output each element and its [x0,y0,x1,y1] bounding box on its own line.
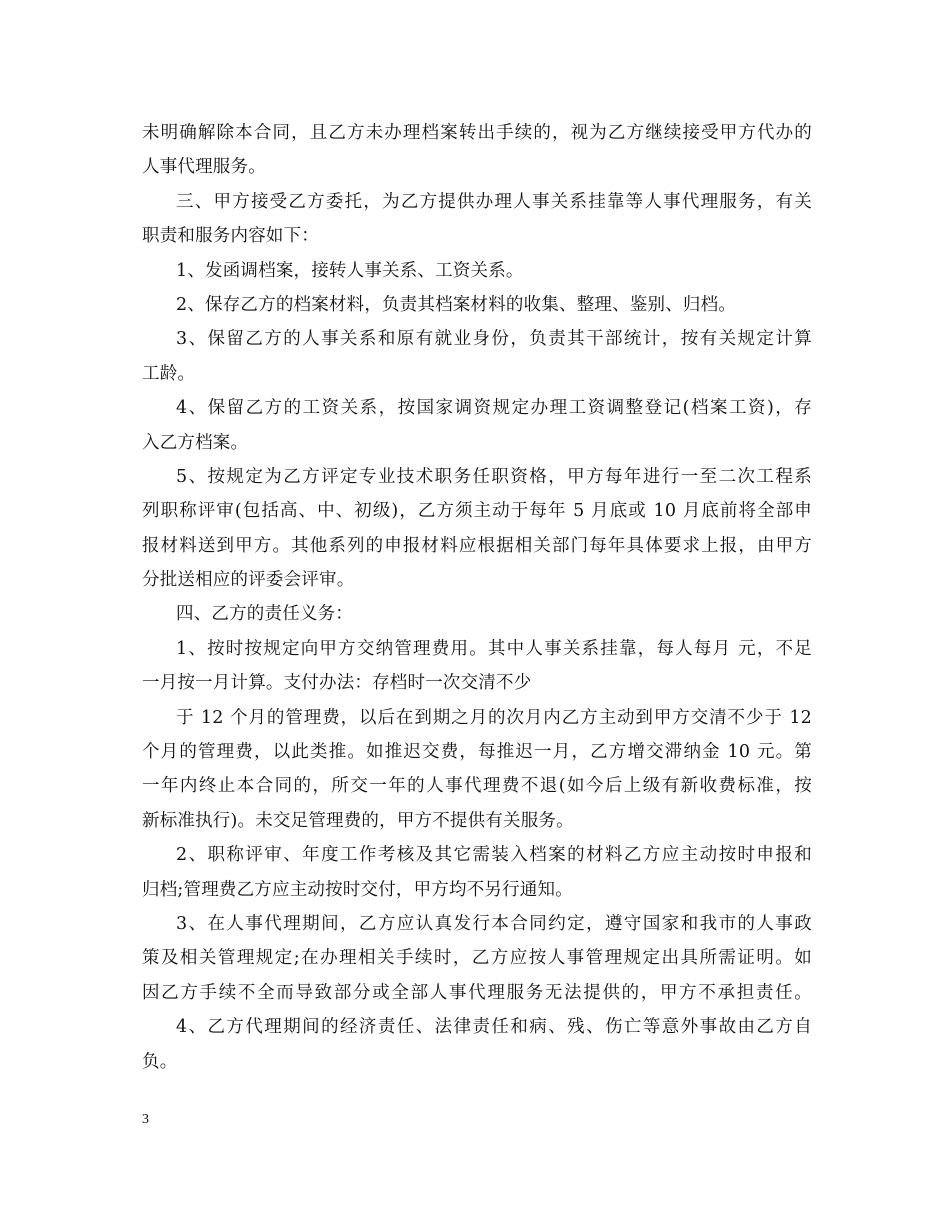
text-line: 4、乙方代理期间的经济责任、法律责任和病、残、伤亡等意外事故由乙方自 [176,1017,812,1038]
text-line: 新标准执行)。未交足管理费的，甲方不提供有关服务。 [142,810,574,831]
text-line: 三、甲方接受乙方委托，为乙方提供办理人事关系挂靠等人事代理服务，有关 [176,191,812,212]
text-line: 人事代理服务。 [142,157,266,178]
text-line: 分批送相应的评委会评审。 [142,570,355,591]
text-line: 工龄。 [142,363,196,384]
text-line: 3、在人事代理期间，乙方应认真发行本合同约定，遵守国家和我市的人事政 [176,913,812,934]
text-line: 4、保留乙方的工资关系，按国家调资规定办理工资调整登记(档案工资)，存 [176,398,812,419]
text-line: 职责和服务内容如下： [142,226,319,247]
text-line: 报材料送到甲方。其他系列的申报材料应根据相关部门每年具体要求上报，由甲方 [142,535,812,556]
text-line: 个月的管理费，以此类推。如推迟交费，每推迟一月，乙方增交滞纳金 10 元。第 [142,742,812,763]
text-line: 策及相关管理规定;在办理相关手续时，乙方应按人事管理规定出具所需证明。如 [142,948,812,969]
text-line: 3、保留乙方的人事关系和原有就业身份，负责其干部统计，按有关规定计算 [176,329,812,350]
page-number: 3 [142,1112,149,1127]
text-line: 5、按规定为乙方评定专业技术职务任职资格，甲方每年进行一至二次工程系 [176,466,812,487]
text-line: 归档;管理费乙方应主动按时交付，甲方均不另行通知。 [142,879,573,900]
text-line: 于 12 个月的管理费，以后在到期之月的次月内乙方主动到甲方交清不少于 12 [176,707,812,728]
text-line: 2、职称评审、年度工作考核及其它需装入档案的材料乙方应主动按时申报和 [176,845,812,866]
text-line: 负。 [142,1051,178,1072]
text-line: 2、保存乙方的档案材料，负责其档案材料的收集、整理、鉴别、归档。 [176,294,737,315]
text-line: 未明确解除本合同，且乙方未办理档案转出手续的，视为乙方继续接受甲方代办的 [142,123,812,143]
text-line: 1、发函调档案，接转人事关系、工资关系。 [176,260,524,281]
text-line: 因乙方手续不全而导致部分或全部人事代理服务无法提供的，甲方不承担责任。 [142,982,812,1003]
text-line: 1、按时按规定向甲方交纳管理费用。其中人事关系挂靠，每人每月 元，不足 [176,638,812,659]
document-body [142,116,812,1079]
text-line: 列职称评审(包括高、中、初级)，乙方须主动于每年 5 月底或 10 月底前将全部申 [142,501,812,522]
text-line: 一年内终止本合同的，所交一年的人事代理费不退(如今后上级有新收费标准，按 [142,776,812,797]
text-line: 一月按一月计算。支付办法：存档时一次交清不少 [142,673,532,694]
text-line: 四、乙方的责任义务： [176,604,353,625]
text-line: 入乙方档案。 [142,432,249,453]
